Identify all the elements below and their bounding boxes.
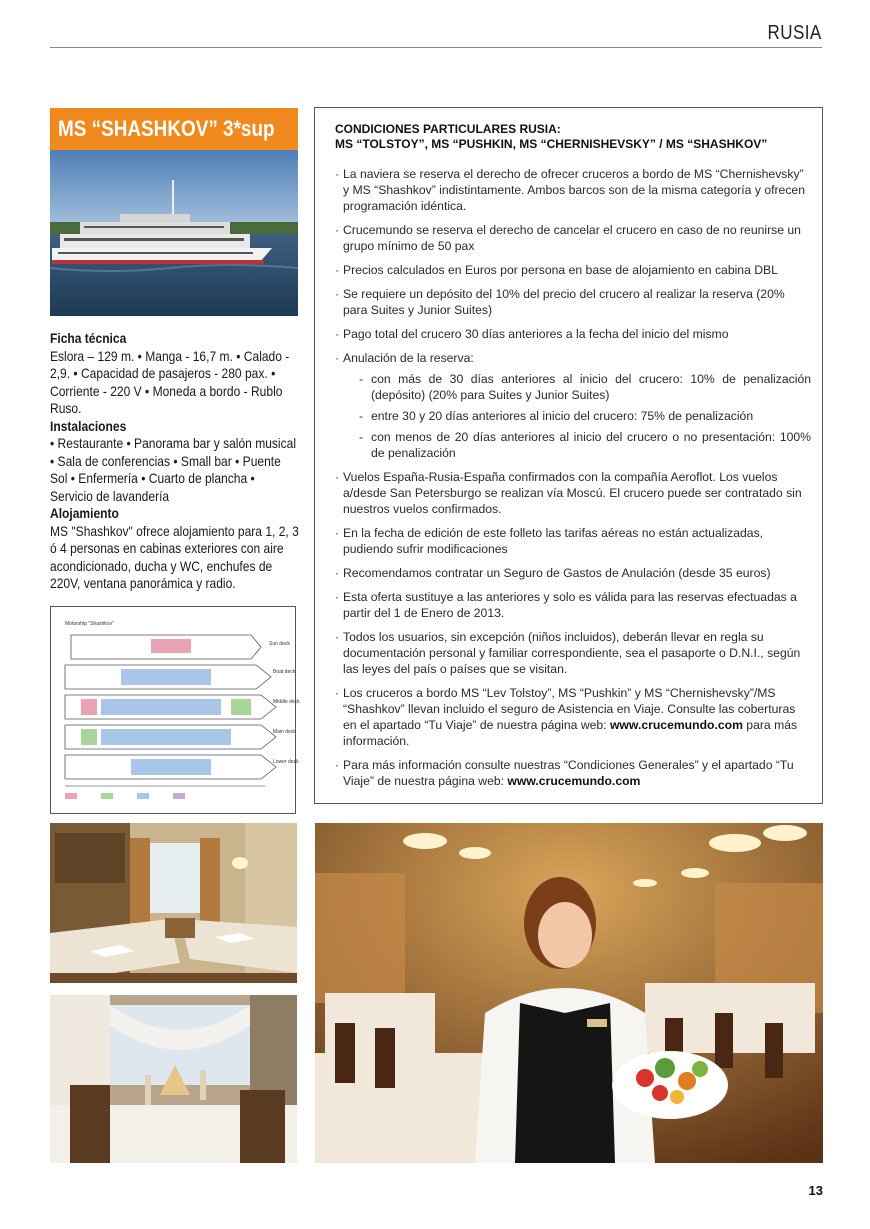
list-item: · En la fecha de edición de este folleto las tarifas aéreas no están actualizadas, pudiendo sufrir modificaciones xyxy=(335,526,764,556)
list-item: · Crucemundo se reserva el derecho de cancelar el crucero en caso de no reunirse un grupo mínimo de 50 pax xyxy=(335,223,801,253)
deck-label: Middle deck xyxy=(273,699,300,705)
deck-label: Main deck xyxy=(273,729,296,735)
list-item: · Se requiere un depósito del 10% del precio del crucero al realizar la reserva (20% para Suites y Junior Suites) xyxy=(335,287,785,317)
crucemundo-link[interactable]: www.crucemundo.com xyxy=(507,774,641,788)
list-item: · Precios calculados en Euros por persona en base de alojamiento en cabina DBL xyxy=(335,263,778,277)
list-item: · Recomendamos contratar un Seguro de Gastos de Anulación (desde 35 euros) xyxy=(335,566,771,580)
conditions-list xyxy=(335,166,811,797)
list-item: · La naviera se reserva el derecho de ofrecer cruceros a bordo de MS “Chernishevsky” y MS “Shashkov” indistintamente. Ambos barcos son de la misma categoría y ofrecen programación idéntica. xyxy=(335,167,805,213)
list-item: · Todos los usuarios, sin excepción (niños incluidos), deberán llevar en regla su documentación personal y familiar correspondiente, sea el pasaporte o D.N.I., según las leyes del país o países que se visitan. xyxy=(335,630,801,676)
conditions-box xyxy=(314,107,823,804)
deck-label: Lower deck xyxy=(273,759,299,765)
alojamiento-text: MS "Shashkov" ofrece alojamiento para 1, 2, 3 ó 4 personas en cabinas exteriores con aire acondicionado, ducha y WC, enchufes de 220V, ventana panorámica y radio. xyxy=(50,522,299,591)
cancel-sub-item: - con más de 30 días anteriores al inicio del crucero: 10% de penalización (depósito) (20% para Suites y Junior Suites) xyxy=(359,372,811,402)
dining-window-photo xyxy=(50,995,297,1163)
deck-plan xyxy=(50,606,300,814)
list-item: · Vuelos España-Rusia-España confirmados con la compañía Aeroflot. Los vuelos a/desde San Petersburgo se realizan vía Moscú. El crucero puede ser contratado sin nuestros vuelos confirmados. xyxy=(335,470,802,516)
cabin-photo xyxy=(50,823,297,983)
restaurant-waitress-photo xyxy=(315,823,823,1163)
section-title: RUSIA xyxy=(767,22,822,44)
legend-swatch xyxy=(173,793,185,799)
ship-specs xyxy=(50,330,300,593)
deck-label: Boat deck xyxy=(273,669,296,675)
list-item: · Esta oferta sustituye a las anteriores y solo es válida para las reservas efectuadas a partir del 1 de Enero de 2013. xyxy=(335,590,797,620)
list-item: · Los cruceros a bordo MS “Lev Tolstoy”, MS “Pushkin” y MS “Chernishevsky”/MS “Shashkov” llevan incluido el seguro de Asistencia en Viaje. Consulte las coberturas en el apartado “Tu Viaje” de nuestra página web: www.crucemundo.com para más información. xyxy=(335,686,798,748)
legend-swatch xyxy=(65,793,77,799)
list-item: · Pago total del crucero 30 días anteriores a la fecha del inicio del mismo xyxy=(335,327,729,341)
alojamiento-heading: Alojamiento xyxy=(50,505,119,521)
page-number: 13 xyxy=(808,1183,823,1198)
cruise-ship-photo xyxy=(50,150,298,316)
legend-swatch xyxy=(137,793,149,799)
instalaciones-heading: Instalaciones xyxy=(50,417,127,434)
conditions-title-line: MS “TOLSTOY”, MS “PUSHKIN, MS “CHERNISHEVSKY” / MS “SHASHKOV” xyxy=(335,137,768,151)
ship-banner xyxy=(50,108,298,150)
ficha-text: Eslora – 129 m. • Manga - 16,7 m. • Calado - 2,9. • Capacidad de pasajeros - 280 pax. • Corriente - 220 V • Moneda a bordo - Rublo Ruso. xyxy=(50,347,290,416)
ship-name: MS “SHASHKOV” 3*sup xyxy=(58,116,275,141)
cancel-sub-item: - entre 30 y 20 días anteriores al inicio del crucero: 75% de penalización xyxy=(359,409,754,423)
header-rule xyxy=(50,47,822,48)
ship-card xyxy=(50,108,298,316)
crucemundo-link[interactable]: www.crucemundo.com xyxy=(609,718,743,732)
instalaciones-text: • Restaurante • Panorama bar y salón musical • Sala de conferencias • Small bar • Puente Sol • Enfermería • Cuarto de plancha • Servicio de lavandería xyxy=(50,435,297,504)
list-item: · Anulación de la reserva: - con más de 30 días anteriores al inicio del crucero: 10% de penalización (depósito) (20% para Suites y Junior Suites) - entre 30 y 20 días anteriores al inicio del crucero: 75% de penalización - con menos de 20 días anteriores al inicio del crucero o no presentación: 100% de penalización xyxy=(335,351,811,460)
conditions-title xyxy=(335,122,815,152)
conditions-title-line: CONDICIONES PARTICULARES RUSIA: xyxy=(335,122,561,136)
ficha-heading: Ficha técnica xyxy=(50,330,127,346)
list-item: · Para más información consulte nuestras “Condiciones Generales” y el apartado “Tu Viaje” de nuestra página web: www.crucemundo.com xyxy=(335,758,794,788)
deck-label: Sun deck xyxy=(269,641,290,647)
legend-swatch xyxy=(101,793,113,799)
cancel-sub-item: - con menos de 20 días anteriores al inicio del crucero o no presentación: 100% de penalización xyxy=(359,430,811,460)
deck-plan-title: Motorship "Shashkov" xyxy=(65,621,114,627)
